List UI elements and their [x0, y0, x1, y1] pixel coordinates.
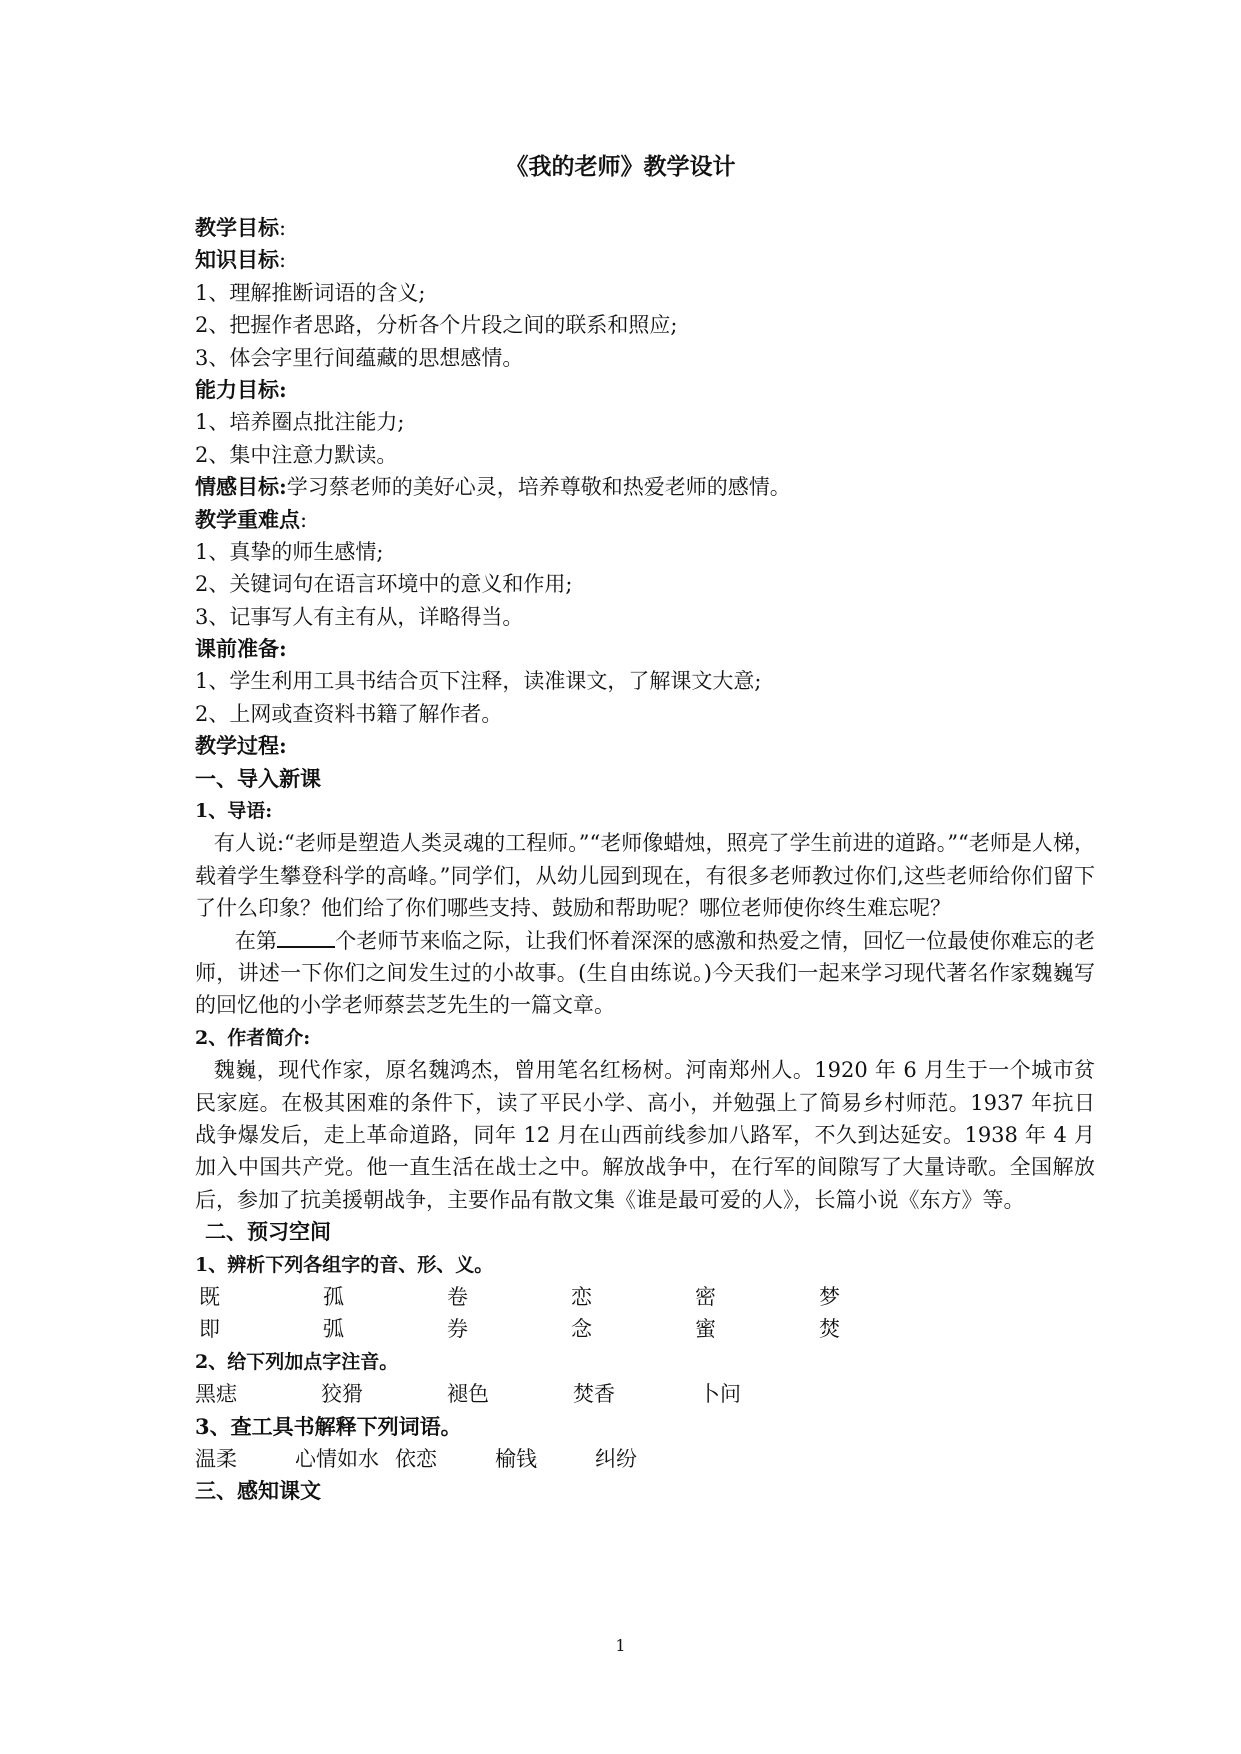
word-cell: 榆钱 — [495, 1447, 537, 1472]
char-cell: 念 — [571, 1317, 592, 1342]
page-number: 1 — [615, 1636, 626, 1655]
char-cell: 弧 — [323, 1317, 344, 1342]
prep-heading: 课前准备: — [195, 636, 287, 662]
char-row — [195, 1281, 1095, 1313]
char-cell: 焚 — [819, 1317, 840, 1342]
word-cell: 褪色 — [447, 1382, 489, 1407]
char-row — [195, 1313, 1095, 1345]
pinyin-word-row — [195, 1378, 1095, 1410]
key-point-item: 1、真挚的师生感情; — [195, 539, 384, 564]
char-cell: 既 — [199, 1285, 220, 1310]
word-cell: 纠纷 — [595, 1447, 637, 1472]
ability-heading: 能力目标: — [195, 376, 287, 402]
prep-item: 2、上网或查资料书籍了解作者。 — [195, 701, 503, 726]
document-body — [195, 212, 1095, 1508]
knowledge-item: 2、把握作者思路，分析各个片段之间的联系和照应; — [195, 313, 678, 338]
intro-heading: 1、导语: — [195, 800, 273, 823]
exercise2-heading: 2、给下列加点字注音。 — [195, 1350, 399, 1373]
word-cell: 心情如水 — [295, 1447, 379, 1472]
word-cell: 狡猾 — [321, 1382, 363, 1407]
char-cell: 孤 — [323, 1285, 344, 1310]
process-heading: 教学过程: — [195, 733, 287, 759]
char-cell: 蜜 — [695, 1317, 716, 1342]
author-paragraph: 魏巍，现代作家，原名魏鸿杰，曾用笔名红杨树。河南郑州人。1920 年 6 月生于一个城市贫民家庭。在极其困难的条件下，读了平民小学、高小，并勉强上了简易乡村师范。1937 年抗日战争爆发后，走上革命道路，同年 12 月在山西前线参加八路军，不久到达延安。1938 年 4 月加入中国共产党。他一直生活在战士之中。解放战争中，在行军的间隙写了大量诗歌。全国解放后，参加了抗美援朝战争，主要作品有散文集《谁是最可爱的人》，长篇小说《东方》等。 — [195, 1058, 1095, 1212]
char-cell: 密 — [695, 1285, 716, 1310]
ability-item: 1、培养圈点批注能力; — [195, 410, 405, 435]
knowledge-item: 3、体会字里行间蕴藏的思想感情。 — [195, 345, 524, 370]
exercise1-heading: 1、辨析下列各组字的音、形、义。 — [195, 1253, 494, 1276]
goals-heading: 教学目标: — [195, 215, 287, 240]
exercise3-heading: 3、查工具书解释下列词语。 — [195, 1413, 462, 1439]
key-point-item: 2、关键词句在语言环境中的意义和作用; — [195, 572, 573, 597]
intro-paragraph-2: 在第 个老师节来临之际，让我们怀着深深的感激和热爱之情，回忆一位最使你难忘的老师，讲述一下你们之间发生过的小故事。(生自由练说。)今天我们一起来学习现代著名作家魏巍写的回忆他的小学老师蔡芸芝先生的一篇文章。 — [195, 925, 1095, 1022]
word-cell: 卜问 — [699, 1382, 741, 1407]
word-cell: 黑痣 — [195, 1382, 237, 1407]
ability-item: 2、集中注意力默读。 — [195, 442, 398, 467]
char-cell: 梦 — [819, 1285, 840, 1310]
fill-in-blank — [277, 926, 335, 948]
intro-paragraph: 有人说:“老师是塑造人类灵魂的工程师。”“老师像蜡烛，照亮了学生前进的道路。”“老师是人梯，载着学生攀登科学的高峰。”同学们，从幼儿园到现在，有很多老师教过你们,这些老师给你们留下了什么印象？他们给了你们哪些支持、鼓励和帮助呢？哪位老师使你终生难忘呢？ — [195, 831, 1095, 921]
emotion-goal: 情感目标:学习蔡老师的美好心灵，培养尊敬和热爱老师的感情。 — [195, 474, 791, 500]
char-cell: 即 — [199, 1317, 220, 1342]
section2-heading: 二、预习空间 — [205, 1219, 331, 1245]
word-cell: 依恋 — [395, 1447, 437, 1472]
author-heading: 2、作者简介: — [195, 1026, 311, 1049]
word-cell: 焚香 — [573, 1382, 615, 1407]
char-cell: 卷 — [447, 1285, 468, 1310]
key-point-item: 3、记事写人有主有从，详略得当。 — [195, 604, 524, 629]
document-title: 《我的老师》教学设计 — [505, 153, 736, 180]
char-cell: 恋 — [571, 1285, 592, 1310]
define-word-row — [195, 1443, 1095, 1475]
prep-item: 1、学生利用工具书结合页下注释，读准课文，了解课文大意; — [195, 669, 762, 694]
knowledge-item: 1、理解推断词语的含义; — [195, 280, 426, 305]
section1-heading: 一、导入新课 — [195, 765, 321, 791]
word-cell: 温柔 — [195, 1447, 237, 1472]
char-cell: 券 — [447, 1317, 468, 1342]
section3-heading: 三、感知课文 — [195, 1478, 321, 1504]
knowledge-heading: 知识目标: — [195, 247, 287, 273]
key-points-heading: 教学重难点: — [195, 506, 308, 532]
